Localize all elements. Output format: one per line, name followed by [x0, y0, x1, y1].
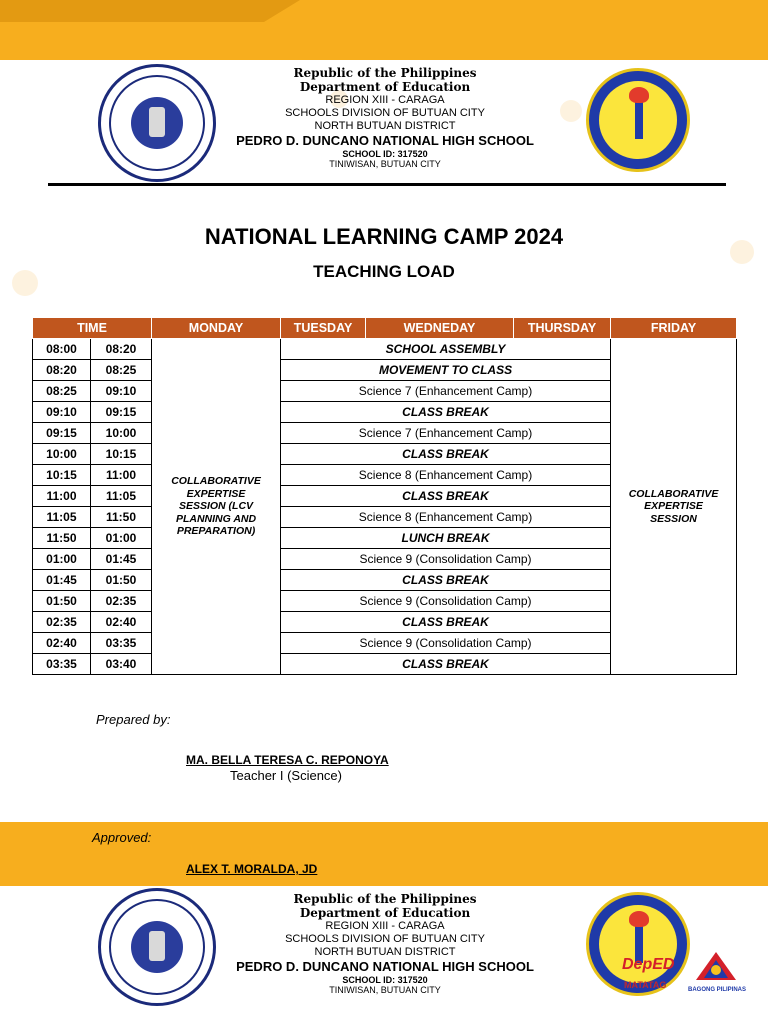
end-time: 03:40: [91, 654, 152, 675]
start-time: 11:00: [33, 486, 91, 507]
preparer-name: MA. BELLA TERESA C. REPONOYA: [186, 753, 389, 767]
bagong-pilipinas-icon: [694, 950, 738, 984]
school-address: TINIWISAN, BUTUAN CITY: [329, 985, 441, 996]
start-time: 03:35: [33, 654, 91, 675]
bagong-pilipinas-text: BAGONG PILIPINAS: [688, 987, 747, 993]
start-time: 09:10: [33, 402, 91, 423]
header-rule: [48, 183, 726, 186]
table-row: [33, 339, 737, 360]
friday-note: [611, 339, 737, 675]
header-thursday: THURSDAY: [514, 318, 611, 339]
end-time: 01:00: [91, 528, 152, 549]
activity: SCHOOL ASSEMBLY: [281, 339, 611, 360]
flame-icon: [629, 87, 649, 103]
school-seal-icon: [586, 68, 690, 172]
activity: Science 9 (Consolidation Camp): [281, 633, 611, 654]
deped-seal-icon: [98, 888, 216, 1006]
school-id: SCHOOL ID: 317520: [342, 974, 428, 985]
matatag-logo: MATATAG: [624, 980, 667, 990]
start-time: 08:00: [33, 339, 91, 360]
district-line: NORTH BUTUAN DISTRICT: [314, 120, 456, 133]
department-line: Department of Education: [299, 80, 471, 95]
end-time: 01:50: [91, 570, 152, 591]
approver-name: ALEX T. MORALDA, JD: [186, 862, 318, 876]
letterhead-text: [210, 66, 560, 170]
start-time: 10:00: [33, 444, 91, 465]
activity: Science 9 (Consolidation Camp): [281, 549, 611, 570]
start-time: 02:40: [33, 633, 91, 654]
activity: Science 7 (Enhancement Camp): [281, 381, 611, 402]
document-subtitle: TEACHING LOAD: [313, 262, 455, 281]
activity: CLASS BREAK: [281, 654, 611, 675]
preparer-position: Teacher I (Science): [230, 768, 342, 783]
department-line: Department of Education: [299, 906, 471, 921]
end-time: 08:25: [91, 360, 152, 381]
activity: CLASS BREAK: [281, 402, 611, 423]
top-orange-band: [0, 0, 768, 60]
letterhead-top: [0, 62, 768, 182]
end-time: 11:00: [91, 465, 152, 486]
deped-seal-center: [131, 97, 183, 149]
table-header-row: [33, 318, 737, 339]
deped-logo: [622, 956, 674, 974]
end-time: 10:00: [91, 423, 152, 444]
end-time: 02:35: [91, 591, 152, 612]
activity: CLASS BREAK: [281, 444, 611, 465]
deped-seal-icon: [98, 64, 216, 182]
activity: CLASS BREAK: [281, 486, 611, 507]
end-time: 10:15: [91, 444, 152, 465]
header-wednesday: WEDNEDAY: [366, 318, 514, 339]
activity: Science 9 (Consolidation Camp): [281, 591, 611, 612]
division-line: SCHOOLS DIVISION OF BUTUAN CITY: [285, 933, 485, 946]
end-time: 09:15: [91, 402, 152, 423]
friday-note-text: COLLABORATIVE EXPERTISE SESSION: [628, 487, 719, 525]
schedule-table: [32, 317, 737, 675]
start-time: 10:15: [33, 465, 91, 486]
prepared-by-label: Prepared by:: [96, 712, 171, 727]
activity: Science 7 (Enhancement Camp): [281, 423, 611, 444]
deped-seal-center: [131, 921, 183, 973]
end-time: 08:20: [91, 339, 152, 360]
header-monday: MONDAY: [152, 318, 281, 339]
activity: MOVEMENT TO CLASS: [281, 360, 611, 381]
header-friday: FRIDAY: [611, 318, 737, 339]
end-time: 09:10: [91, 381, 152, 402]
division-line: SCHOOLS DIVISION OF BUTUAN CITY: [285, 107, 485, 120]
end-time: 01:45: [91, 549, 152, 570]
activity: CLASS BREAK: [281, 570, 611, 591]
monday-note-text: COLLABORATIVE EXPERTISE SESSION (LCV PLANNING AND PREPARATION): [171, 475, 261, 538]
letterhead-text: [210, 892, 560, 996]
school-name: PEDRO D. DUNCANO NATIONAL HIGH SCHOOL: [236, 133, 534, 149]
top-band-accent: [0, 0, 300, 22]
start-time: 08:20: [33, 360, 91, 381]
start-time: 09:15: [33, 423, 91, 444]
activity: Science 8 (Enhancement Camp): [281, 507, 611, 528]
start-time: 02:35: [33, 612, 91, 633]
end-time: 03:35: [91, 633, 152, 654]
flame-icon: [629, 911, 649, 927]
header-time: TIME: [33, 318, 152, 339]
start-time: 11:50: [33, 528, 91, 549]
approved-label: Approved:: [92, 830, 152, 845]
start-time: 01:45: [33, 570, 91, 591]
activity: CLASS BREAK: [281, 612, 611, 633]
activity: LUNCH BREAK: [281, 528, 611, 549]
school-address: TINIWISAN, BUTUAN CITY: [329, 159, 441, 170]
end-time: 02:40: [91, 612, 152, 633]
start-time: 11:05: [33, 507, 91, 528]
school-id: SCHOOL ID: 317520: [342, 148, 428, 159]
monday-note: [152, 339, 281, 675]
end-time: 11:05: [91, 486, 152, 507]
district-line: NORTH BUTUAN DISTRICT: [314, 946, 456, 959]
start-time: 08:25: [33, 381, 91, 402]
deped-logo-text: DepED: [622, 956, 675, 973]
school-name: PEDRO D. DUNCANO NATIONAL HIGH SCHOOL: [236, 959, 534, 975]
start-time: 01:00: [33, 549, 91, 570]
activity: Science 8 (Enhancement Camp): [281, 465, 611, 486]
region-line: REGION XIII - CARAGA: [325, 94, 445, 107]
start-time: 01:50: [33, 591, 91, 612]
republic-line: Republic of the Philippines: [293, 892, 477, 906]
document-title: NATIONAL LEARNING CAMP 2024: [204, 224, 564, 249]
region-line: REGION XIII - CARAGA: [325, 920, 445, 933]
republic-line: Republic of the Philippines: [293, 66, 477, 80]
header-tuesday: TUESDAY: [281, 318, 366, 339]
end-time: 11:50: [91, 507, 152, 528]
